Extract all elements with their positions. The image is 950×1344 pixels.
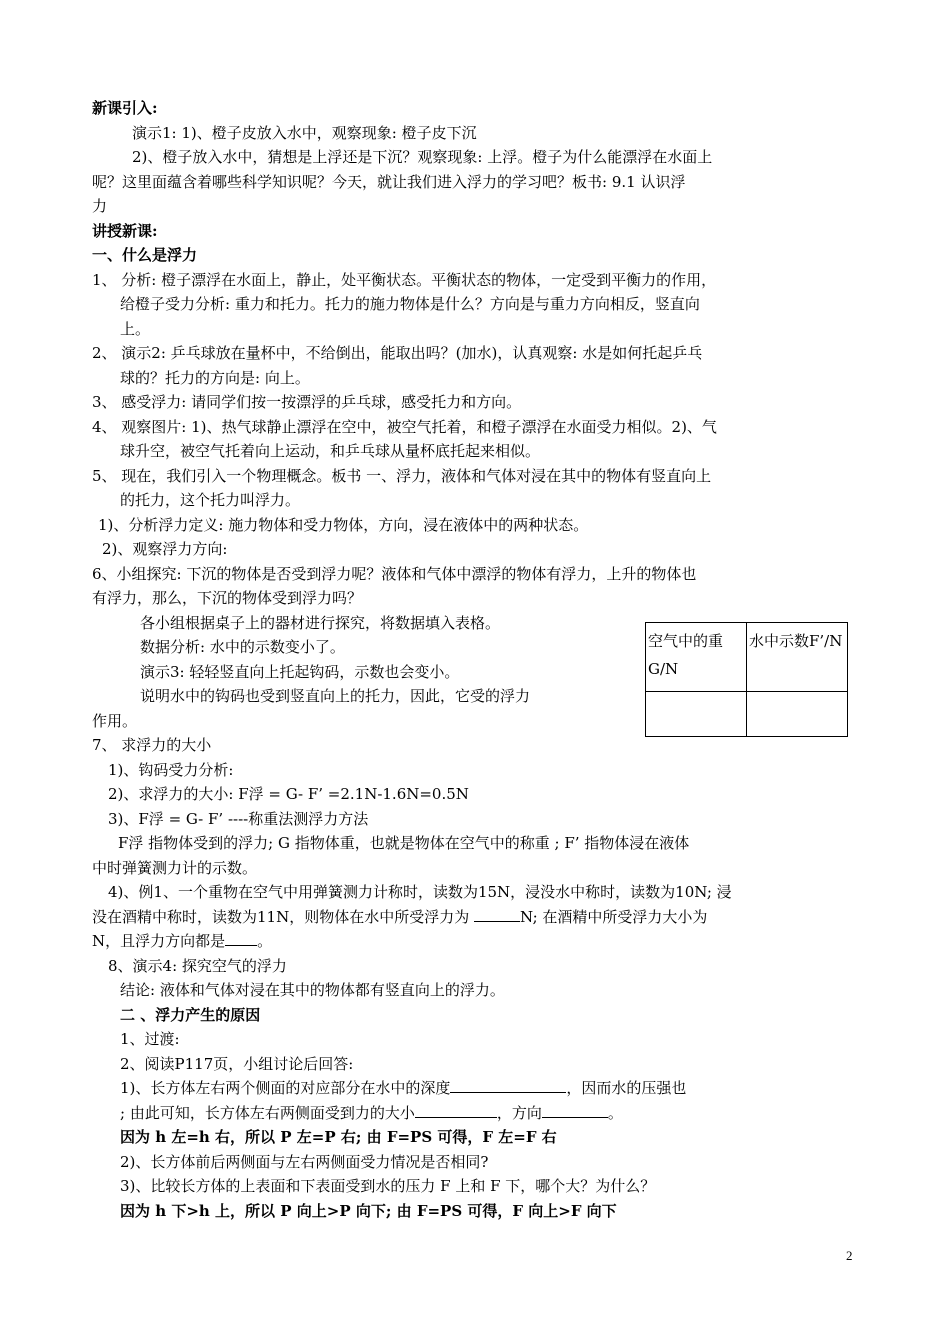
- line-text: 2、 演示2: 乒乓球放在量杯中，不给倒出，能取出吗？(加水)，认真观察: 水是如何托起乒乓: [92, 344, 703, 362]
- line-text: 力: [92, 197, 108, 215]
- text-line: [92, 96, 862, 121]
- line-text: 球升空，被空气托着向上运动，和乒乓球从量杯底托起来相似。: [120, 442, 541, 460]
- line-text: 讲授新课:: [92, 221, 158, 240]
- line-text: 2、阅读P117页，小组讨论后回答:: [120, 1054, 354, 1073]
- fill-in-blank[interactable]: [415, 1101, 497, 1118]
- line-text: 没在酒精中称时，读数为11N，则物体在水中所受浮力为: [92, 907, 474, 926]
- line-text-after: ，方向: [496, 1103, 542, 1122]
- line-text: 1)、分析浮力定义: 施力物体和受力物体，方向，浸在液体中的两种状态。: [98, 515, 589, 534]
- text-line: [92, 415, 862, 440]
- line-text: 3)、F浮 = G- F’ ----称重法测浮力方法: [108, 809, 369, 828]
- text-line: [92, 831, 862, 856]
- text-line: [92, 390, 862, 415]
- text-line: [92, 488, 862, 513]
- line-text: 2)、观察浮力方向:: [102, 540, 228, 558]
- text-line: [92, 366, 862, 391]
- text-line: [92, 1150, 862, 1175]
- line-text: 数据分析: 水中的示数变小了。: [140, 638, 345, 656]
- fill-in-blank[interactable]: [225, 929, 257, 946]
- text-line: [92, 121, 862, 146]
- line-text: 一、什么是浮力: [92, 246, 198, 264]
- text-line: [92, 464, 862, 489]
- text-line: [92, 1027, 862, 1052]
- line-text: ; 由此可知，长方体左右两侧面受到力的大小: [120, 1103, 415, 1122]
- text-line: [92, 317, 862, 342]
- text-line: [92, 537, 862, 562]
- line-text: 1、 分析: 橙子漂浮在水面上，静止，处平衡状态。平衡状态的物体，一定受到平衡力的作用，: [92, 270, 717, 289]
- table-header-cell: 空气中的重G/N: [646, 623, 747, 692]
- text-line: [92, 145, 862, 170]
- data-table: [645, 622, 848, 737]
- table-row: [646, 692, 848, 737]
- text-line: [92, 1003, 862, 1028]
- line-text: 因为 h 下>h 上，所以 P 向上>P 向下; 由 F=PS 可得，F 向上>F 向下: [120, 1201, 617, 1220]
- text-line: [92, 758, 862, 783]
- line-text: 有浮力，那么，下沉的物体受到浮力吗？: [92, 589, 363, 607]
- text-line: [92, 562, 862, 587]
- text-line: [92, 1199, 862, 1224]
- line-text-after: 。: [257, 932, 273, 950]
- text-line: [92, 1076, 862, 1101]
- line-text: 的托力，这个托力叫浮力。: [120, 491, 301, 509]
- text-line: [92, 586, 862, 611]
- table-cell: [646, 692, 747, 737]
- line-text: 呢？这里面蕴含着哪些科学知识呢？今天，就让我们进入浮力的学习吧？板书: 9.1 认识浮: [92, 172, 686, 191]
- line-text: 1、过渡:: [120, 1030, 180, 1048]
- text-line: [92, 782, 862, 807]
- fill-in-blank[interactable]: [474, 905, 520, 922]
- text-line: [92, 268, 862, 293]
- text-line: [92, 341, 862, 366]
- table-cell: [747, 692, 848, 737]
- page-number: 2: [846, 1248, 853, 1263]
- line-text-after: 。: [607, 1103, 623, 1122]
- line-text: 给橙子受力分析: 重力和托力。托力的施力物体是什么？方向是与重力方向相反，竖直向: [120, 295, 700, 313]
- line-text: 作用。: [92, 711, 138, 730]
- text-line: [92, 513, 862, 538]
- line-text: 说明水中的钩码也受到竖直向上的托力，因此，它受的浮力: [140, 687, 531, 705]
- line-text: 各小组根据桌子上的器材进行探究，将数据填入表格。: [140, 613, 501, 632]
- fill-in-blank[interactable]: [450, 1076, 566, 1093]
- line-text: 因为 h 左=h 右，所以 P 左=P 右; 由 F=PS 可得，F 左=F 右: [120, 1128, 557, 1146]
- line-text: 中时弹簧测力计的示数。: [92, 858, 258, 877]
- line-text: 6、小组探究: 下沉的物体是否受到浮力呢？液体和气体中漂浮的物体有浮力，上升的物体也: [92, 564, 697, 583]
- line-text: 1)、长方体左右两个侧面的对应部分在水中的深度: [120, 1079, 451, 1097]
- text-line: [92, 194, 862, 219]
- text-line: [92, 880, 862, 905]
- line-text: 2)、求浮力的大小: F浮 = G- F’ =2.1N-1.6N=0.5N: [108, 785, 469, 803]
- line-text: 2)、长方体前后两侧面与左右两侧面受力情况是否相同?: [120, 1152, 489, 1171]
- fill-in-blank[interactable]: [542, 1101, 608, 1118]
- line-text: 5、 现在，我们引入一个物理概念。板书 一、浮力，液体和气体对浸在其中的物体有竖直向上: [92, 466, 712, 485]
- line-text: 结论: 液体和气体对浸在其中的物体都有竖直向上的浮力。: [120, 981, 505, 999]
- text-line: [92, 807, 862, 832]
- text-line: [92, 856, 862, 881]
- text-line: [92, 292, 862, 317]
- line-text: 上。: [120, 319, 151, 338]
- line-text: 1)、钩码受力分析:: [108, 760, 234, 779]
- text-line: [92, 905, 862, 930]
- line-text: 球的？托力的方向是: 向上。: [120, 368, 310, 387]
- line-text: 演示1: 1)、橙子皮放入水中，观察现象: 橙子皮下沉: [132, 123, 477, 142]
- text-line: [92, 1125, 862, 1150]
- line-text: N，且浮力方向都是: [92, 932, 226, 950]
- line-text: 4)、例1、一个重物在空气中用弹簧测力计称时，读数为15N，浸没水中称时，读数为10N; 浸: [108, 883, 732, 901]
- line-text: 新课引入:: [92, 99, 158, 117]
- line-text: 2)、橙子放入水中，猜想是上浮还是下沉？观察现象: 上浮。橙子为什么能漂浮在水面上: [132, 148, 713, 166]
- line-text: 7、 求浮力的大小: [92, 736, 212, 754]
- text-line: [92, 1174, 862, 1199]
- line-text: 3、 感受浮力: 请同学们按一按漂浮的乒乓球，感受托力和方向。: [92, 393, 522, 411]
- line-text: 演示3: 轻轻竖直向上托起钩码，示数也会变小。: [140, 662, 460, 681]
- table-header-row: [646, 623, 848, 692]
- text-line: [92, 954, 862, 979]
- text-line: [92, 219, 862, 244]
- line-text: 8、演示4: 探究空气的浮力: [108, 956, 287, 975]
- text-line: [92, 1052, 862, 1077]
- table-header-cell: 水中示数F’/N: [747, 623, 848, 692]
- text-line: [92, 170, 862, 195]
- line-text: 二 、浮力产生的原因: [120, 1005, 261, 1024]
- line-text: 4、 观察图片: 1)、热气球静止漂浮在空中，被空气托着，和橙子漂浮在水面受力相似。2)、气: [92, 417, 717, 436]
- text-line: [92, 978, 862, 1003]
- text-line: [92, 929, 862, 954]
- line-text-after: ，因而水的压强也: [566, 1079, 687, 1097]
- text-line: [92, 1101, 862, 1126]
- line-text: 3)、比较长方体的上表面和下表面受到水的压力 F 上和 F 下，哪个大？为什么？: [120, 1177, 656, 1195]
- text-line: [92, 439, 862, 464]
- text-line: [92, 243, 862, 268]
- line-text: F浮 指物体受到的浮力; G 指物体重，也就是物体在空气中的称重 ; F’ 指物体浸在液体: [118, 834, 690, 852]
- line-text-after: N; 在酒精中所受浮力大小为: [519, 907, 708, 926]
